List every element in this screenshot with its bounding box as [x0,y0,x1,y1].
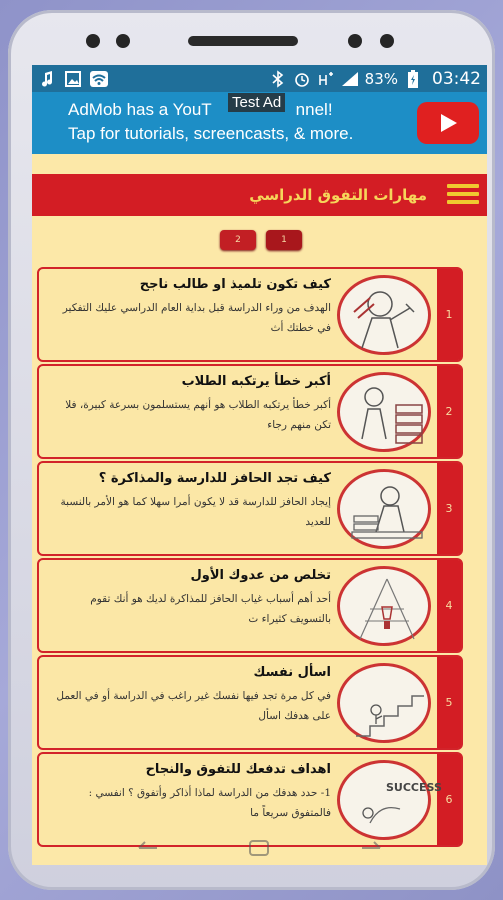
app-bar [32,174,487,216]
item-title: تخلص من عدوك الأول [190,568,331,583]
pagination [220,230,487,250]
item-title: اسأل نفسك [253,665,331,680]
test-ad-label: Test Ad [228,93,285,112]
ad-line-1: AdMob has a YouT nnel! [68,100,333,119]
item-description: أحد أهم أسباب غياب الحافز للمذاكرة لديك هو أنك تقوم بالتسويف كثيراء ت [90,593,331,625]
books-illustration [337,372,431,452]
page-button-2[interactable]: 2 [220,230,256,250]
battery-icon [404,70,422,88]
item-title: كيف تكون تلميذ او طالب ناجح [139,277,331,292]
ad-banner[interactable] [32,92,487,154]
ad-line-2: Tap for tutorials, screencasts, & more. [68,124,354,143]
success-caption: SUCCESS [386,781,442,794]
item-number: 1 [437,269,461,360]
phone-camera [348,34,362,48]
h-plus-icon [317,70,335,88]
item-title: كيف تجد الحافز للدارسة والمذاكرة ؟ [98,471,331,486]
item-description: إيجاد الحافز للدارسة قد لا يكون أمرا سهلا كما هو الأمر بالنسبة للعديد [60,496,331,528]
item-number: 3 [437,463,461,554]
phone-sensor [380,34,394,48]
item-description: في كل مرة تجد فيها نفسك غير راغب في الدراسة أو في العمل على هدفك اسأل [56,690,331,722]
article-list [32,267,487,847]
menu-icon[interactable] [447,180,479,210]
back-icon[interactable] [135,838,161,858]
item-number: 6 [437,754,461,845]
item-number: 5 [437,657,461,748]
page-button-1[interactable]: 1 [266,230,302,250]
phone-sensor [116,34,130,48]
wifi-icon [90,70,108,88]
success-illustration [337,760,442,840]
item-number: 4 [437,560,461,651]
trophy-illustration [337,566,431,646]
list-item[interactable] [37,655,463,750]
phone-frame [8,10,495,890]
app-title: مهارات التفوق الدراسي [249,186,427,204]
item-description: 1- حدد هدفك من الدراسة لماذا أذاكر وأتفوق ؟ انفسي : فالمتفوق سريعاً ما [88,787,331,819]
clock: 03:42 [432,68,481,89]
status-bar [32,65,487,92]
recent-apps-icon[interactable] [358,838,384,858]
list-item[interactable] [37,364,463,459]
home-icon[interactable] [246,838,272,858]
music-note-icon [38,70,56,88]
item-title: اهداف تدفعك للتفوق والنجاح [145,762,331,777]
phone-sensor [86,34,100,48]
battery-level: 83% [364,69,398,88]
student-illustration [337,275,431,355]
item-description: أكبر خطأ يرتكبه الطلاب هو أنهم يستسلمون بسرعة كبيرة، فلا تكن منهم رجاء [65,399,331,431]
item-description: الهدف من وراء الدراسة قبل بداية العام الدراسي عليك التفكير في خطتك أث [62,302,331,334]
bluetooth-icon [269,70,287,88]
studying-illustration [337,469,431,549]
list-item[interactable] [37,558,463,653]
item-number: 2 [437,366,461,457]
alarm-icon [293,70,311,88]
list-item[interactable] [37,461,463,556]
phone-speaker [188,36,298,46]
stairs-illustration [337,663,431,743]
navigation-bar [32,831,487,865]
list-item[interactable] [37,267,463,362]
item-title: أكبر خطأ يرتكبه الطلاب [181,374,331,389]
screen [32,65,487,865]
image-icon [64,70,82,88]
signal-icon [341,70,359,88]
youtube-play-icon[interactable] [417,102,479,144]
